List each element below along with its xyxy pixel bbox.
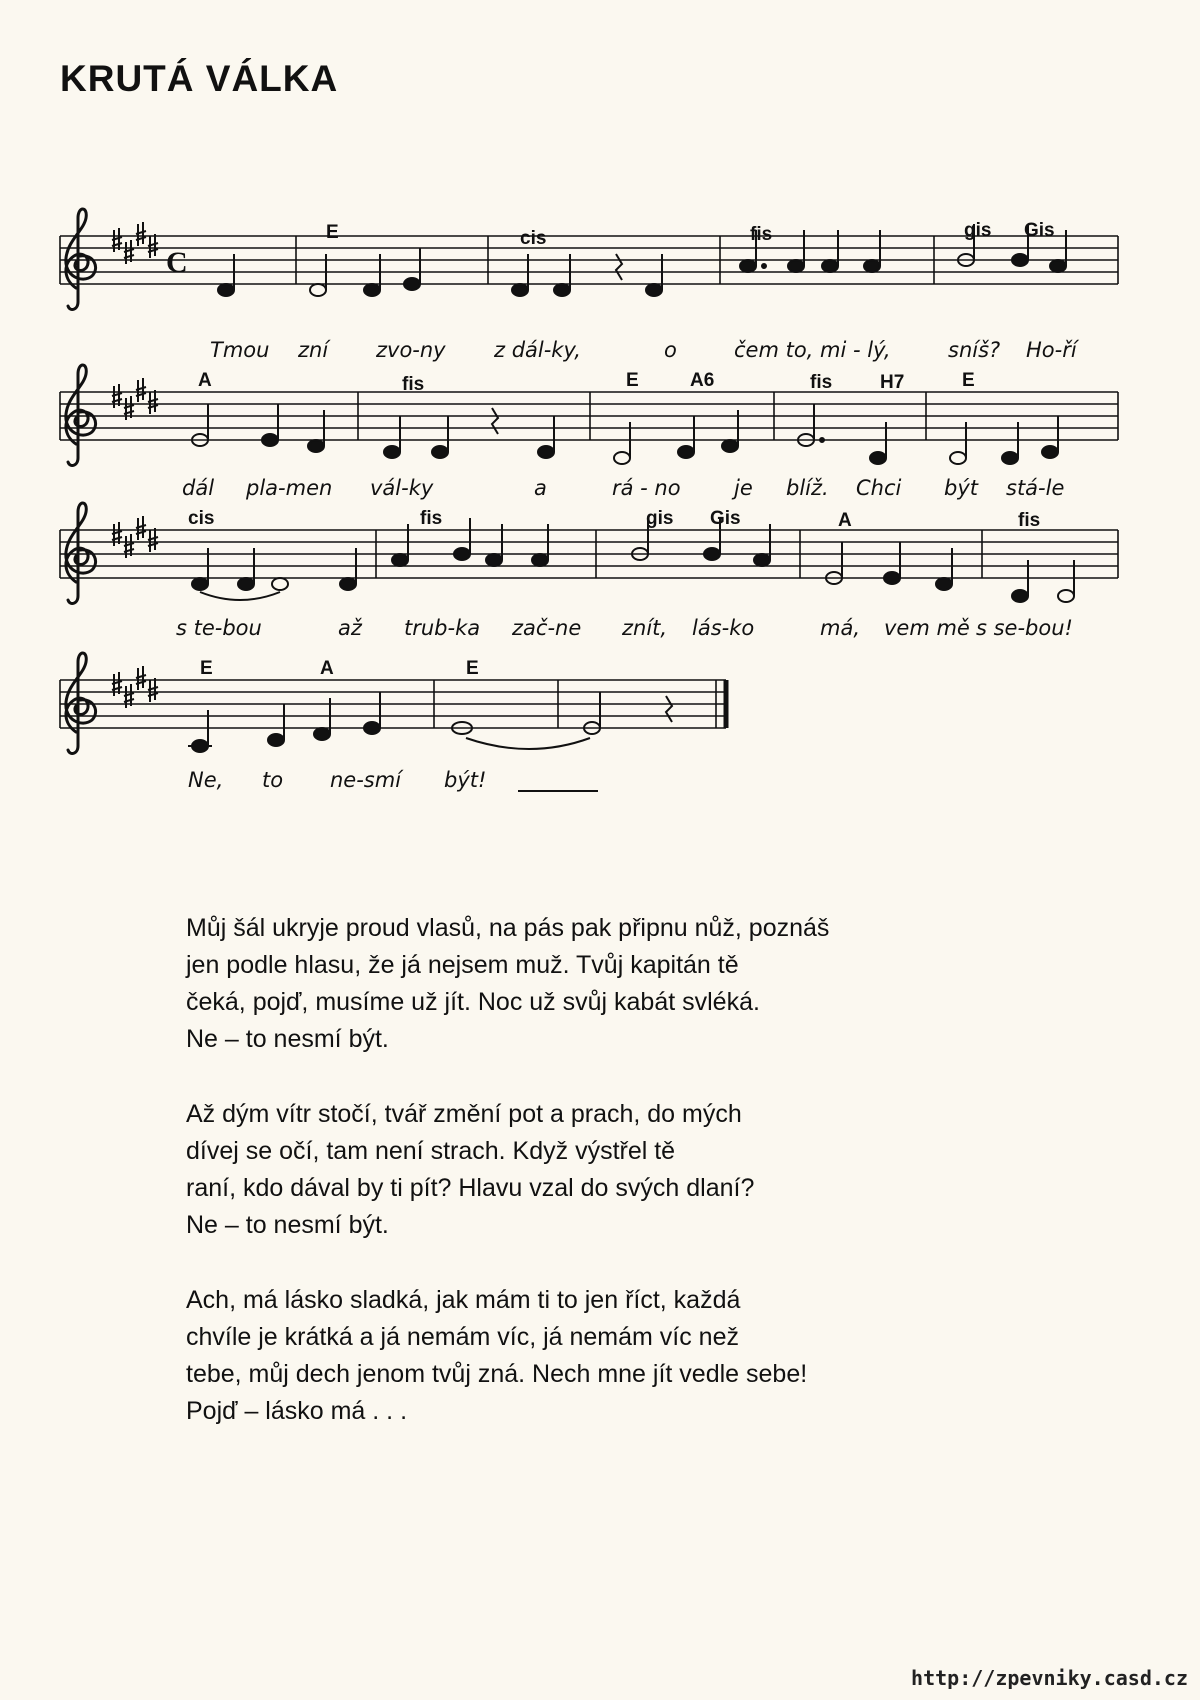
verse-line: čeká, pojď, musíme už jít. Noc už svůj kabát svléká. [186, 988, 760, 1016]
lyric: sníš? [948, 338, 1001, 362]
chord: cis [520, 228, 547, 249]
lyric: znít, [622, 616, 668, 640]
chord: A [198, 370, 212, 391]
verse-line: dívej se očí, tam není strach. Když výstřel tě [186, 1137, 676, 1165]
lyric: z dál-ky, [494, 338, 581, 362]
lyric: Ne, [188, 768, 224, 792]
lyric: pla-men [246, 476, 333, 500]
lyric: je [734, 476, 753, 500]
lyric: ne-smí [330, 768, 402, 792]
lyric: být [944, 476, 978, 500]
chord: Gis [710, 508, 741, 529]
chord: fis [810, 372, 833, 393]
staff-system-2 [60, 365, 1118, 465]
lyric: o [664, 338, 677, 362]
verse-2 [186, 1096, 1046, 1244]
lyric: blíž. [786, 476, 829, 500]
lyric: rá - no [612, 476, 681, 500]
chord: Gis [1024, 220, 1055, 241]
lyric: to [262, 768, 284, 792]
chord: E [326, 222, 339, 243]
verse-line: raní, kdo dával by ti pít? Hlavu vzal do svých dlaní? [186, 1174, 755, 1202]
staff-system-1 [60, 209, 1118, 309]
lyric: vem mě [884, 616, 970, 640]
lyric: má, [820, 616, 861, 640]
verse-line: Až dým vítr stočí, tvář změní pot a prach, do mých [186, 1100, 742, 1128]
chord: E [626, 370, 639, 391]
lyric: Ho-ří [1026, 338, 1077, 362]
verse-line: chvíle je krátká a já nemám víc, já nemám víc než [186, 1323, 739, 1351]
sheet-music [0, 0, 1200, 820]
chord: fis [750, 224, 773, 245]
chord: gis [964, 220, 992, 241]
svg-text:C: C [166, 246, 188, 279]
chord: cis [188, 508, 215, 529]
verse-line: Ne – to nesmí být. [186, 1025, 389, 1053]
lyric: vál-ky [370, 476, 434, 500]
lyric: čem to, mi - lý, [734, 338, 891, 362]
staff-system-3 [60, 503, 1118, 603]
lyric: až [338, 616, 362, 640]
chord: E [466, 658, 479, 679]
song-title: KRUTÁ VÁLKA [60, 58, 339, 99]
lyric: Tmou [210, 338, 270, 362]
verse-line: tebe, můj dech jenom tvůj zná. Nech mne jít vedle sebe! [186, 1360, 808, 1388]
lyric: a [534, 476, 547, 500]
verse-3 [186, 1282, 1046, 1430]
chord: fis [402, 374, 425, 395]
chord: A [320, 658, 334, 679]
verse-line: Ne – to nesmí být. [186, 1211, 389, 1239]
staff-system-4 [60, 653, 726, 753]
lyric: zní [298, 338, 329, 362]
verse-line: Ach, má lásko sladká, jak mám ti to jen říct, každá [186, 1286, 741, 1314]
lyric: být! [444, 768, 487, 792]
lyric: Chci [856, 476, 902, 500]
chord: fis [1018, 510, 1041, 531]
verse-1 [186, 910, 1046, 1058]
chord: gis [646, 508, 674, 529]
lyric: zač-ne [512, 616, 582, 640]
melisma-line [518, 790, 598, 792]
lyric: stá-le [1006, 476, 1065, 500]
chord: E [200, 658, 213, 679]
verse-line: jen podle hlasu, že já nejsem muž. Tvůj kapitán tě [186, 951, 739, 979]
lyric: s te-bou [176, 616, 262, 640]
lyric: zvo-ny [376, 338, 446, 362]
chord: A6 [690, 370, 715, 391]
lyric: lás-ko [692, 616, 755, 640]
chord: A [838, 510, 852, 531]
footer-url[interactable]: http://zpevniky.casd.cz [911, 1666, 1188, 1690]
chord: H7 [880, 372, 905, 393]
verse-line: Můj šál ukryje proud vlasů, na pás pak připnu nůž, poznáš [186, 914, 830, 942]
lyric: s se-bou! [976, 616, 1073, 640]
lyric: trub-ka [404, 616, 481, 640]
verse-line: Pojď – lásko má . . . [186, 1397, 408, 1425]
chord: E [962, 370, 975, 391]
chord: fis [420, 508, 443, 529]
lyric: dál [182, 476, 215, 500]
